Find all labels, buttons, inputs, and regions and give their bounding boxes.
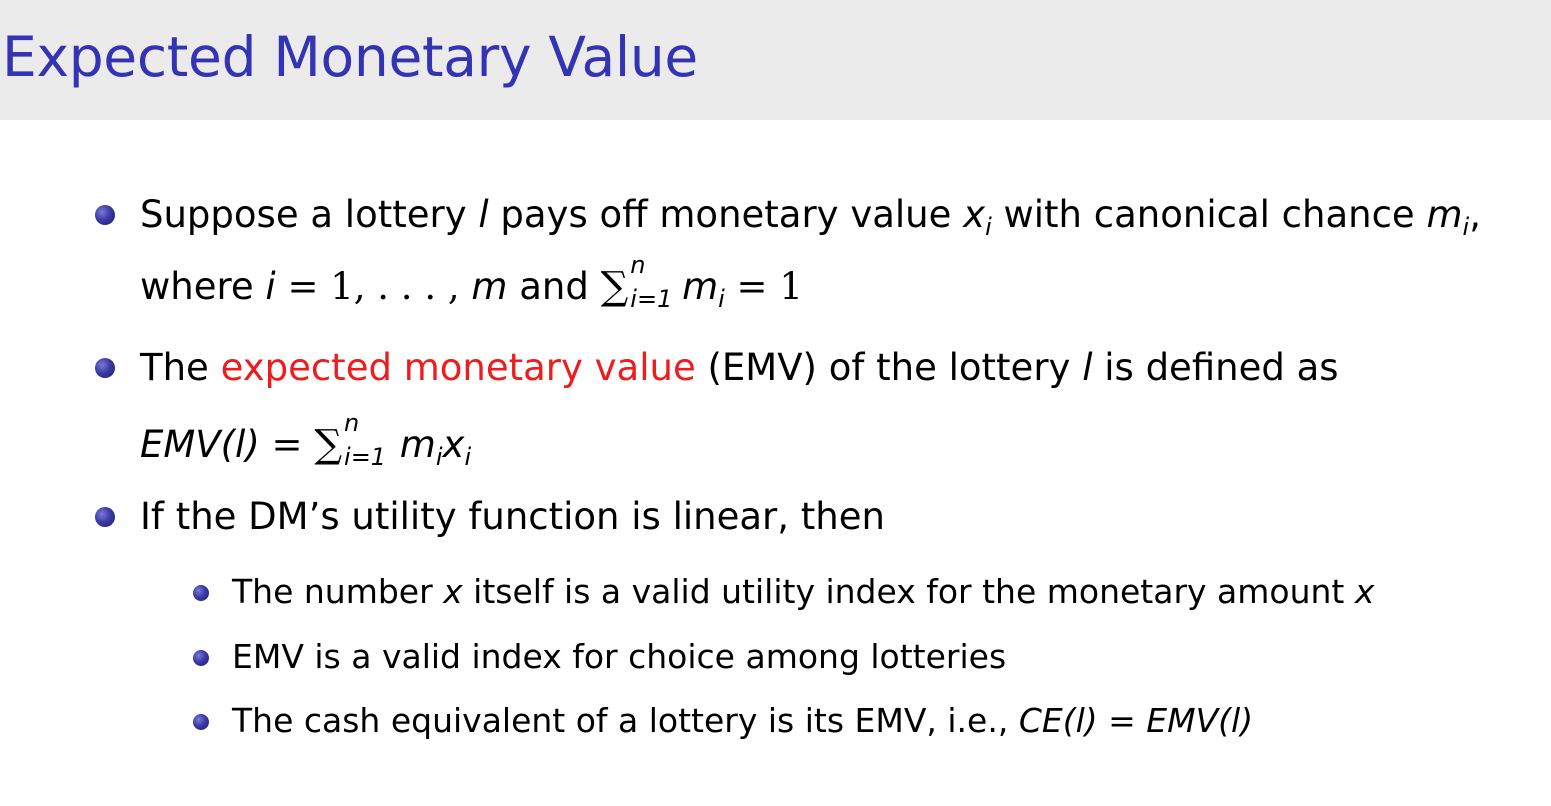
bullet-1-line-2 <box>140 251 803 314</box>
bullet-1-icon <box>95 205 115 225</box>
math-expr: EMV(l) <box>1146 701 1254 740</box>
highlighted-term: expected monetary value <box>220 346 696 389</box>
bullet-2-line-2 <box>140 409 472 472</box>
text: itself is a valid utility index for the monetary amount <box>462 572 1355 611</box>
math-subscript: i <box>464 442 472 471</box>
text: EMV is a valid index for choice among lotteries <box>232 637 1007 676</box>
bullet-3-icon <box>95 507 115 527</box>
title-bar <box>0 0 1551 120</box>
math-var: x <box>963 193 986 236</box>
math-var: EMV <box>140 423 221 466</box>
math-var: (l) <box>220 423 260 466</box>
text: If the DM’s utility function is linear, then <box>140 495 885 538</box>
math-subscript: i <box>718 284 725 313</box>
text: and <box>507 265 601 308</box>
sum-symbol: ∑ <box>314 422 343 467</box>
math-var: l <box>1082 346 1093 389</box>
subbullet-1 <box>232 571 1374 613</box>
sum-lower: i=1 <box>344 443 387 471</box>
bullet-2-line-1 <box>140 345 1339 391</box>
math-var: i <box>265 265 276 308</box>
math-var: x <box>1354 572 1375 611</box>
math-expr: CE(l) <box>1018 701 1098 740</box>
math-subscript: i <box>435 442 443 471</box>
math-num: 1 <box>330 265 354 308</box>
subbullet-3 <box>232 700 1253 742</box>
sum-upper: n <box>630 251 646 279</box>
math-eq: = <box>1097 701 1147 740</box>
math-var: m <box>1426 193 1463 236</box>
bullet-2-icon <box>95 358 115 378</box>
sum-symbol: ∑ <box>600 264 629 309</box>
math-var: x <box>442 423 465 466</box>
subbullet-1-icon <box>193 585 209 601</box>
bullet-1-line-1 <box>140 192 1481 242</box>
sum-upper: n <box>344 409 360 437</box>
text: The <box>140 346 221 389</box>
math-subscript: i <box>985 212 992 241</box>
text: with canonical chance <box>991 193 1427 236</box>
math-dots: , . . . , <box>353 265 472 308</box>
math-eq: = <box>724 265 780 308</box>
text: (EMV) of the lottery <box>695 346 1083 389</box>
sum-limits <box>628 251 673 313</box>
subbullet-3-icon <box>193 714 209 730</box>
math-var: x <box>443 572 463 611</box>
text: is defined as <box>1092 346 1339 389</box>
text: , <box>1469 193 1481 236</box>
text: The cash equivalent of a lottery is its EMV, i.e., <box>232 701 1019 740</box>
math-subscript: i <box>1462 212 1470 241</box>
slide-title: Expected Monetary Value <box>2 25 698 89</box>
math-var: m <box>471 265 508 308</box>
sum-lower: i=1 <box>630 285 673 313</box>
text: where <box>140 265 266 308</box>
subbullet-2 <box>232 636 1006 678</box>
math-var: m <box>399 423 436 466</box>
math-num: 1 <box>779 265 803 308</box>
math-var: m <box>682 265 719 308</box>
math-var: l <box>478 193 489 236</box>
subbullet-2-icon <box>193 650 209 666</box>
text: The number <box>232 572 444 611</box>
math-eq: = <box>259 423 315 466</box>
text: pays off monetary value <box>488 193 964 236</box>
bullet-3-line-1 <box>140 494 885 540</box>
text: Suppose a lottery <box>140 193 479 236</box>
sum-limits <box>342 409 388 471</box>
math-eq: = <box>275 265 331 308</box>
